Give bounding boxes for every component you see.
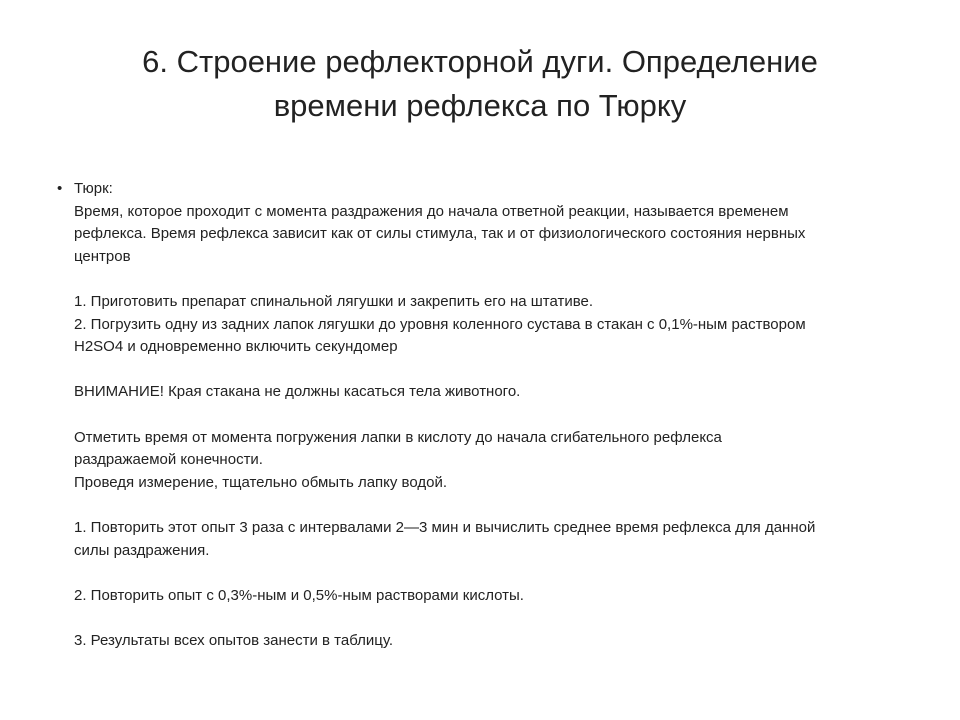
- wash-line: Проведя измерение, тщательно обмыть лапку водой.: [74, 473, 448, 491]
- bullet-icon: •: [57, 180, 63, 197]
- paragraph-spacer: [74, 359, 907, 382]
- step-2-line-1: 2. Погрузить одну из задних лапок лягушки до уровня коленного сустава в стакан с 0,1%-ным раствором: [74, 315, 806, 333]
- repeat-step-3-line: 3. Результаты всех опытов занести в таблицу.: [74, 631, 393, 649]
- repeat-step-1-line-1: 1. Повторить этот опыт 3 раза с интервалами 2—3 мин и вычислить среднее время рефлекса для данной: [74, 518, 816, 536]
- measure-line-1: Отметить время от момента погружения лапки в кислоту до начала сгибательного рефлекса: [74, 428, 722, 446]
- step-1-line: 1. Приготовить препарат спинальной лягушки и закрепить его на штативе.: [74, 292, 594, 310]
- measure-line-2: раздражаемой конечности.: [74, 451, 263, 469]
- section-label: Тюрк:: [74, 180, 113, 197]
- bullet-text: [74, 178, 907, 652]
- repeat-step-1-line-2: силы раздражения.: [74, 541, 210, 559]
- slide-title: [60, 40, 900, 128]
- slide-title-line-2: времени рефлекса по Тюрку: [273, 88, 687, 123]
- warning-line: ВНИМАНИЕ! Края стакана не должны касаться тела животного.: [74, 383, 521, 401]
- paragraph-spacer: [74, 494, 907, 517]
- paragraph-spacer: [74, 607, 907, 630]
- definition-line-3: центров: [74, 247, 131, 265]
- slide-title-line-1: 6. Строение рефлекторной дуги. Определение: [142, 44, 818, 79]
- paragraph-spacer: [74, 404, 907, 427]
- definition-line-2: рефлекса. Время рефлекса зависит как от силы стимула, так и от физиологического состояния нервных: [74, 225, 806, 243]
- step-2-line-2: H2SO4 и одновременно включить секундомер: [74, 338, 398, 356]
- definition-line-1: Время, которое проходит с момента раздражения до начала ответной реакции, называется временем: [74, 202, 789, 220]
- paragraph-spacer: [74, 268, 907, 291]
- slide-body: [57, 178, 907, 652]
- paragraph-spacer: [74, 562, 907, 585]
- repeat-step-2-line: 2. Повторить опыт с 0,3%-ным и 0,5%-ным растворами кислоты.: [74, 586, 524, 604]
